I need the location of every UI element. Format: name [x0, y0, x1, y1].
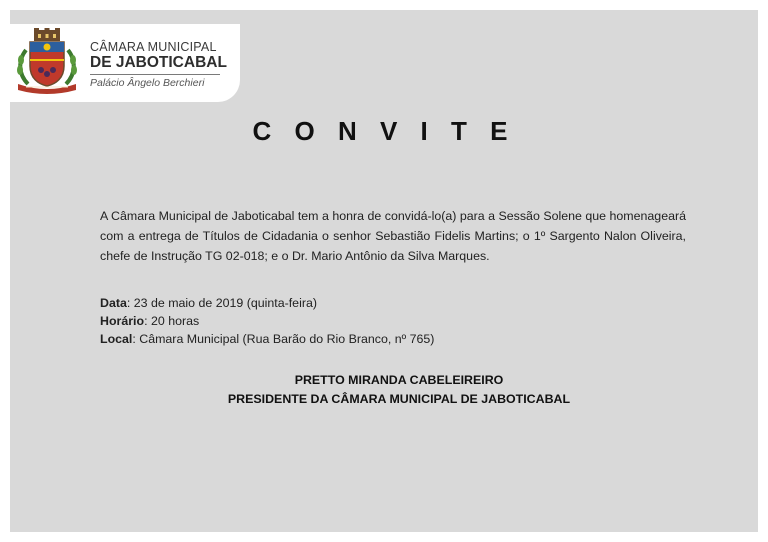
place-row: [100, 330, 434, 348]
time-value: : 20 horas: [144, 314, 200, 328]
date-row: [100, 294, 434, 312]
signature-block: [10, 371, 758, 409]
org-subtitle: Palácio Ângelo Berchieri: [90, 77, 205, 89]
invitation-card: [10, 10, 758, 532]
invitation-body: A Câmara Municipal de Jaboticabal tem a honra de convidá-lo(a) para a Sessão Solene que homenageará com a entrega de Títulos de Cidadania o senhor Sebastião Fidelis Martins; o 1º Sargento Nalon Oliveira, chefe de Instrução TG 02-018; e o Dr. Mario Antônio da Silva Marques.: [100, 209, 686, 263]
event-details: [100, 294, 434, 348]
invitation-title: C O N V I T E: [252, 116, 516, 146]
date-label: Data: [100, 296, 127, 310]
coat-of-arms-icon: [12, 28, 82, 96]
time-label: Horário: [100, 314, 145, 328]
time-row: [100, 312, 434, 330]
org-name-line2: DE JABOTICABAL: [90, 54, 227, 71]
header-logo-panel: [10, 24, 240, 102]
date-value: : 23 de maio de 2019 (quinta-feira): [126, 296, 317, 310]
org-name-line1: CÂMARA MUNICIPAL: [90, 40, 217, 54]
place-value: : Câmara Municipal (Rua Barão do Rio Branco, nº 765): [132, 332, 435, 346]
place-label: Local: [100, 332, 133, 346]
org-divider: [90, 74, 220, 75]
signer-role: PRESIDENTE DA CÂMARA MUNICIPAL DE JABOTICABAL: [227, 392, 571, 406]
signer-name: PRETTO MIRANDA CABELEIREIRO: [294, 373, 504, 387]
